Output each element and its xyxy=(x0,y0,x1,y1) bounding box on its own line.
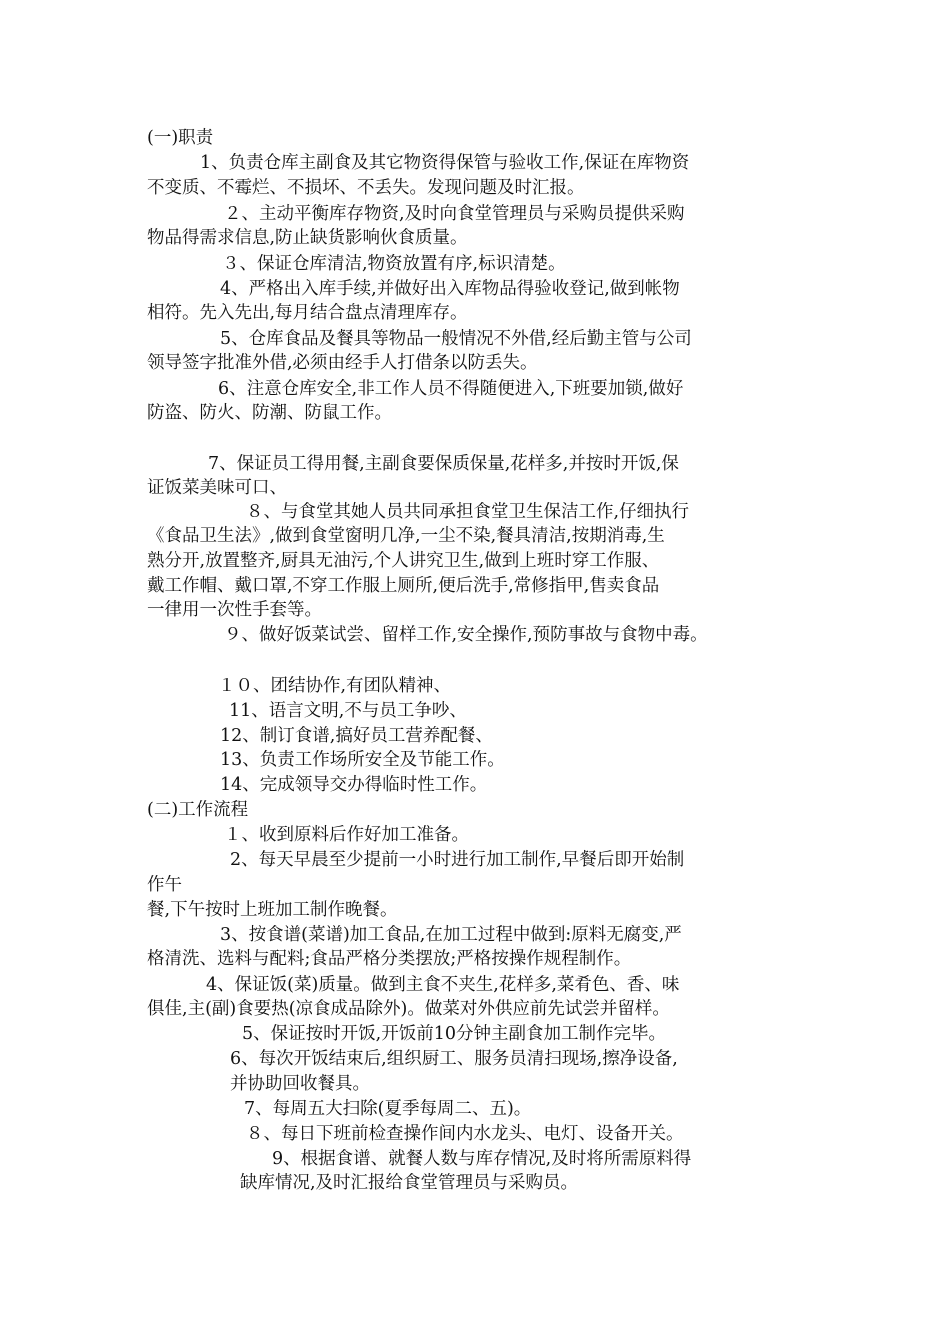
step-7-line-1: 7、每周五大扫除(夏季每周二、五)。 xyxy=(244,1099,532,1119)
step-3-line-2: 格清洗、选料与配料;食品严格分类摆放;严格按操作规程制作。 xyxy=(147,949,632,969)
item-13-line-1: 13、负责工作场所安全及节能工作。 xyxy=(220,750,505,770)
step-3-line-1: 3、按食谱(菜谱)加工食品,在加工过程中做到:原料无腐变,严 xyxy=(220,925,682,945)
step-2-line-3: 餐,下午按时上班加工制作晚餐。 xyxy=(147,900,398,920)
item-1-line-2: 不变质、不霉烂、不损坏、不丢失。发现问题及时汇报。 xyxy=(147,178,585,198)
step-6-line-2: 并协助回收餐具。 xyxy=(230,1074,370,1094)
item-6-line-2: 防盗、防火、防潮、防鼠工作。 xyxy=(147,403,392,423)
item-8-line-2: 《食品卫生法》,做到食堂窗明几净,一尘不染,餐具清洁,按期消毒,生 xyxy=(147,526,665,546)
step-6-line-1: 6、每次开饭结束后,组织厨工、服务员清扫现场,擦净设备, xyxy=(230,1049,678,1069)
step-4-line-2: 俱佳,主(副)食要热(凉食成品除外)。做菜对外供应前先试尝并留样。 xyxy=(147,999,670,1019)
item-12-line-1: 12、制订食谱,搞好员工营养配餐、 xyxy=(220,726,493,746)
item-6-line-1: 6、注意仓库安全,非工作人员不得随便进入,下班要加锁,做好 xyxy=(218,379,684,399)
item-5-line-2: 领导签字批准外借,必须由经手人打借条以防丢失。 xyxy=(147,353,538,373)
item-7-line-2: 证饭菜美味可口、 xyxy=(147,478,287,498)
item-8-line-3: 熟分开,放置整齐,厨具无油污,个人讲究卫生,做到上班时穿工作服、 xyxy=(147,551,660,571)
item-4-line-2: 相符。先入先出,每月结合盘点清理库存。 xyxy=(147,303,468,323)
step-2-line-2: 作午 xyxy=(147,875,182,895)
item-11-line-1: 11、语言文明,不与员工争吵、 xyxy=(229,701,467,721)
item-4-line-1: 4、严格出入库手续,并做好出入库物品得验收登记,做到帐物 xyxy=(220,279,680,299)
section-1-title: (一)职责 xyxy=(147,128,214,148)
item-10-line-1: １０、团结协作,有团队精神、 xyxy=(218,676,452,696)
item-1-line-1: 1、负责仓库主副食及其它物资得保管与验收工作,保证在库物资 xyxy=(200,153,690,173)
step-2-line-1: 2、每天早晨至少提前一小时进行加工制作,早餐后即开始制 xyxy=(230,850,685,870)
item-8-line-5: 一律用一次性手套等。 xyxy=(147,600,322,620)
item-2-line-1: ２、主动平衡库存物资,及时向食堂管理员与采购员提供采购 xyxy=(224,204,685,224)
step-9-line-1: 9、根据食谱、就餐人数与库存情况,及时将所需原料得 xyxy=(272,1149,692,1169)
step-4-line-1: 4、保证饭(菜)质量。做到主食不夹生,花样多,菜肴色、香、味 xyxy=(206,975,680,995)
section-2-title: (二)工作流程 xyxy=(147,800,249,820)
item-2-line-2: 物品得需求信息,防止缺货影响伙食质量。 xyxy=(147,228,468,248)
step-9-line-2: 缺库情况,及时汇报给食堂管理员与采购员。 xyxy=(240,1173,579,1193)
item-8-line-4: 戴工作帽、戴口罩,不穿工作服上厕所,便后洗手,常修指甲,售卖食品 xyxy=(147,576,660,596)
item-7-line-1: 7、保证员工得用餐,主副食要保质保量,花样多,并按时开饭,保 xyxy=(208,454,679,474)
item-5-line-1: 5、仓库食品及餐具等物品一般情况不外借,经后勤主管与公司 xyxy=(220,329,692,349)
item-3-line-1: ３、保证仓库清洁,物资放置有序,标识清楚。 xyxy=(222,254,566,274)
step-8-line-1: ８、每日下班前检查操作间内水龙头、电灯、设备开关。 xyxy=(246,1124,684,1144)
step-5-line-1: 5、保证按时开饭,开饭前10分钟主副食加工制作完毕。 xyxy=(242,1024,666,1044)
item-14-line-1: 14、完成领导交办得临时性工作。 xyxy=(220,775,488,795)
item-9-line-1: ９、做好饭菜试尝、留样工作,安全操作,预防事故与食物中毒。 xyxy=(224,625,708,645)
step-1-line-1: １、收到原料后作好加工准备。 xyxy=(224,825,469,845)
item-8-line-1: ８、与食堂其她人员共同承担食堂卫生保洁工作,仔细执行 xyxy=(246,502,690,522)
